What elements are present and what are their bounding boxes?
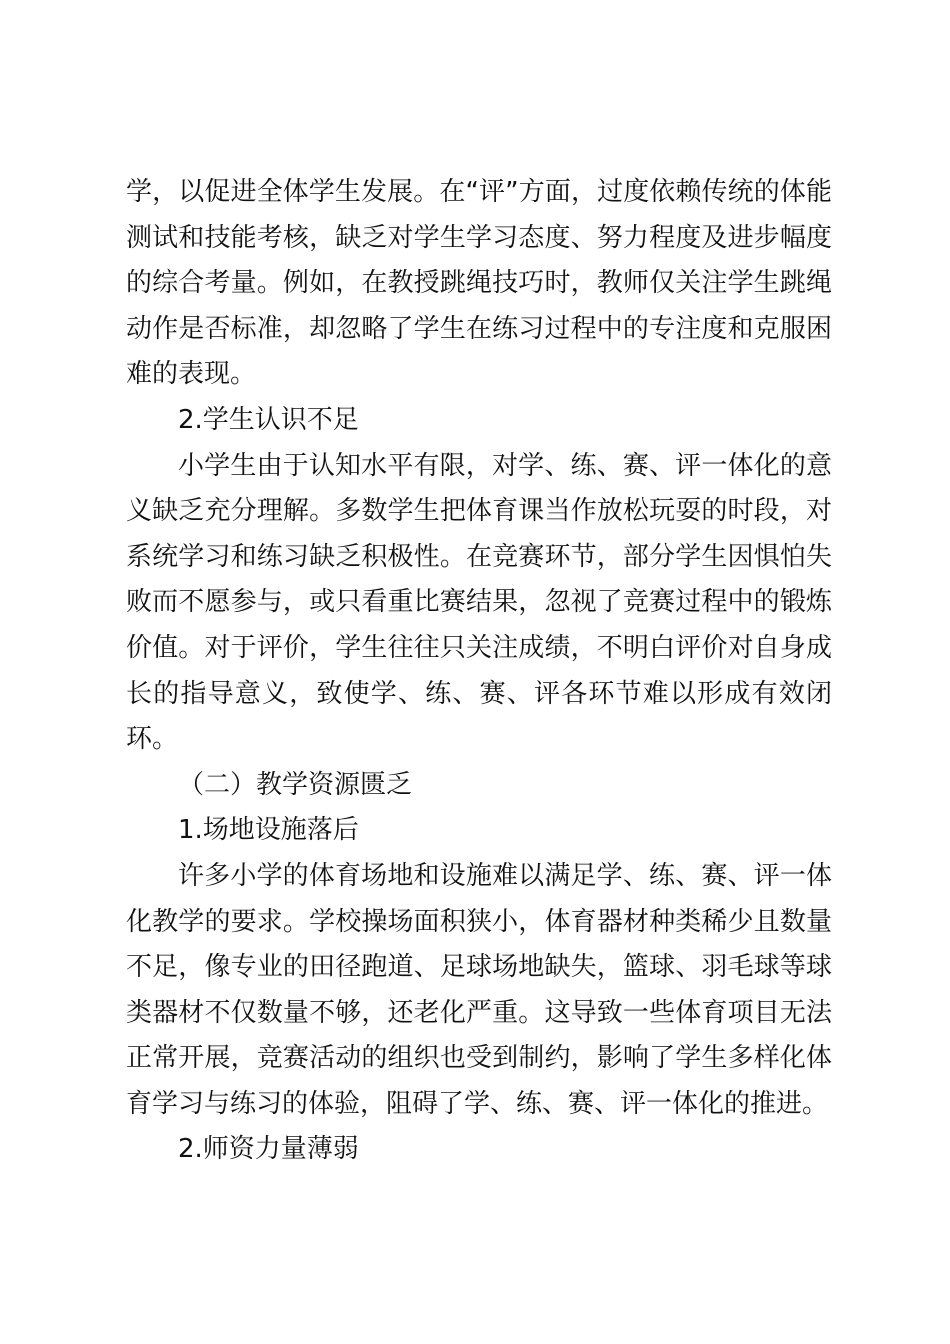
section-heading-student-awareness: 2.学生认识不足 bbox=[178, 404, 359, 435]
paragraph-continuation: 学，以促进全体学生发展。在“评”方面，过度依赖传统的体能测试和技能考核，缺乏对学生学习态度、努力程度及进步幅度的综合考量。例如，在教授跳绳技巧时，教师仅关注学生跳绳动作是否标准，却忽略了学生在练习过程中的专注度和克服困难的表现。 bbox=[126, 177, 832, 390]
document-body bbox=[126, 170, 832, 1173]
section-heading-facilities: 1.场地设施落后 bbox=[178, 815, 359, 846]
paragraph-student-awareness: 小学生由于认知水平有限，对学、练、赛、评一体化的意义缺乏充分理解。多数学生把体育课当作放松玩耍的时段，对系统学习和练习缺乏积极性。在竞赛环节，部分学生因惧怕失败而不愿参与，或只看重比赛结果，忽视了竞赛过程中的锻炼价值。对于评价，学生往往只关注成绩，不明白评价对自身成长的指导意义，致使学、练、赛、评各环节难以形成有效闭环。 bbox=[126, 450, 832, 755]
section-heading-teaching-resources: （二）教学资源匮乏 bbox=[178, 769, 413, 800]
paragraph-facilities: 许多小学的体育场地和设施难以满足学、练、赛、评一体化教学的要求。学校操场面积狭小，体育器材种类稀少且数量不足，像专业的田径跑道、足球场地缺失，篮球、羽毛球等球类器材不仅数量不够，还老化严重。这导致一些体育项目无法正常开展，竞赛活动的组织也受到制约，影响了学生多样化体育学习与练习的体验，阻碍了学、练、赛、评一体化的推进。 bbox=[126, 860, 832, 1119]
section-heading-teaching-staff: 2.师资力量薄弱 bbox=[178, 1134, 359, 1165]
